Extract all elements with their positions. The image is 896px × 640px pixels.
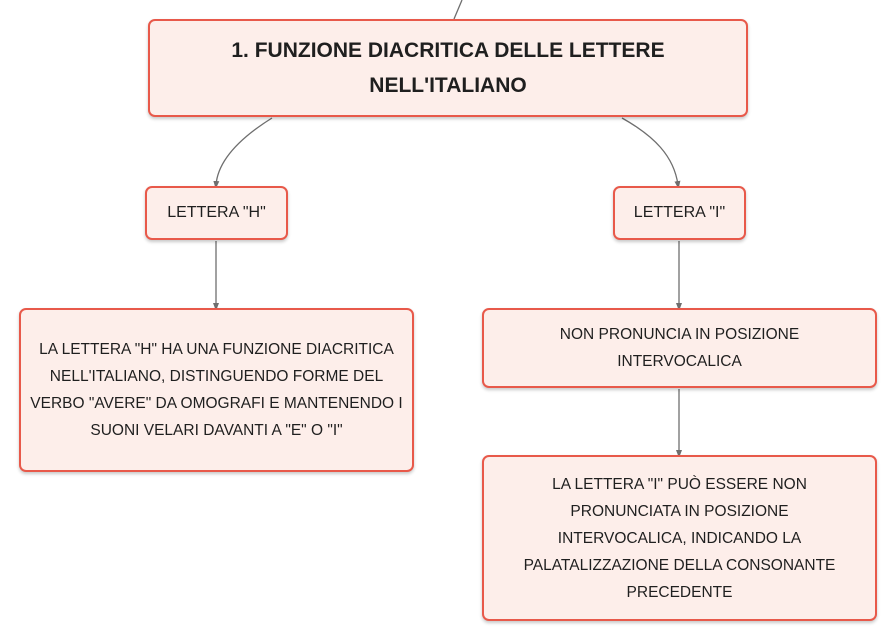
topic-node-lettera-h[interactable] (145, 186, 288, 240)
topic-label-lettera-h: LETTERA "H" (167, 204, 266, 221)
topic-text-non-pronuncia: NON PRONUNCIA IN POSIZIONE INTERVOCALICA (559, 326, 800, 370)
topic-text-lettera-h-description: LA LETTERA "H" HA UNA FUNZIONE DIACRITICA NELL'ITALIANO, DISTINGUENDO FORME DEL VERBO "AVERE" DA OMOGRAFI E MANTENENDO I SUONI VELARI DAVANTI A "E" O "I" (30, 341, 403, 439)
topic-node-lettera-i-description[interactable] (482, 455, 877, 621)
root-topic-node[interactable] (148, 19, 748, 117)
root-topic-title: 1. FUNZIONE DIACRITICA DELLE LETTERE NELL'ITALIANO (231, 39, 665, 97)
topic-node-non-pronuncia[interactable] (482, 308, 877, 388)
connector-root-to-lettera-h (216, 118, 272, 185)
connector-root-to-lettera-i (622, 118, 678, 185)
topic-text-lettera-i-description: LA LETTERA "I" PUÒ ESSERE NON PRONUNCIATA IN POSIZIONE INTERVOCALICA, INDICANDO LA PALATALIZZAZIONE DELLA CONSONANTE PRECEDENTE (523, 475, 836, 601)
connector-parent-to-root (454, 0, 462, 19)
topic-label-lettera-i: LETTERA "I" (633, 204, 726, 221)
topic-node-lettera-i[interactable] (613, 186, 746, 240)
topic-node-lettera-h-description[interactable] (19, 308, 414, 472)
